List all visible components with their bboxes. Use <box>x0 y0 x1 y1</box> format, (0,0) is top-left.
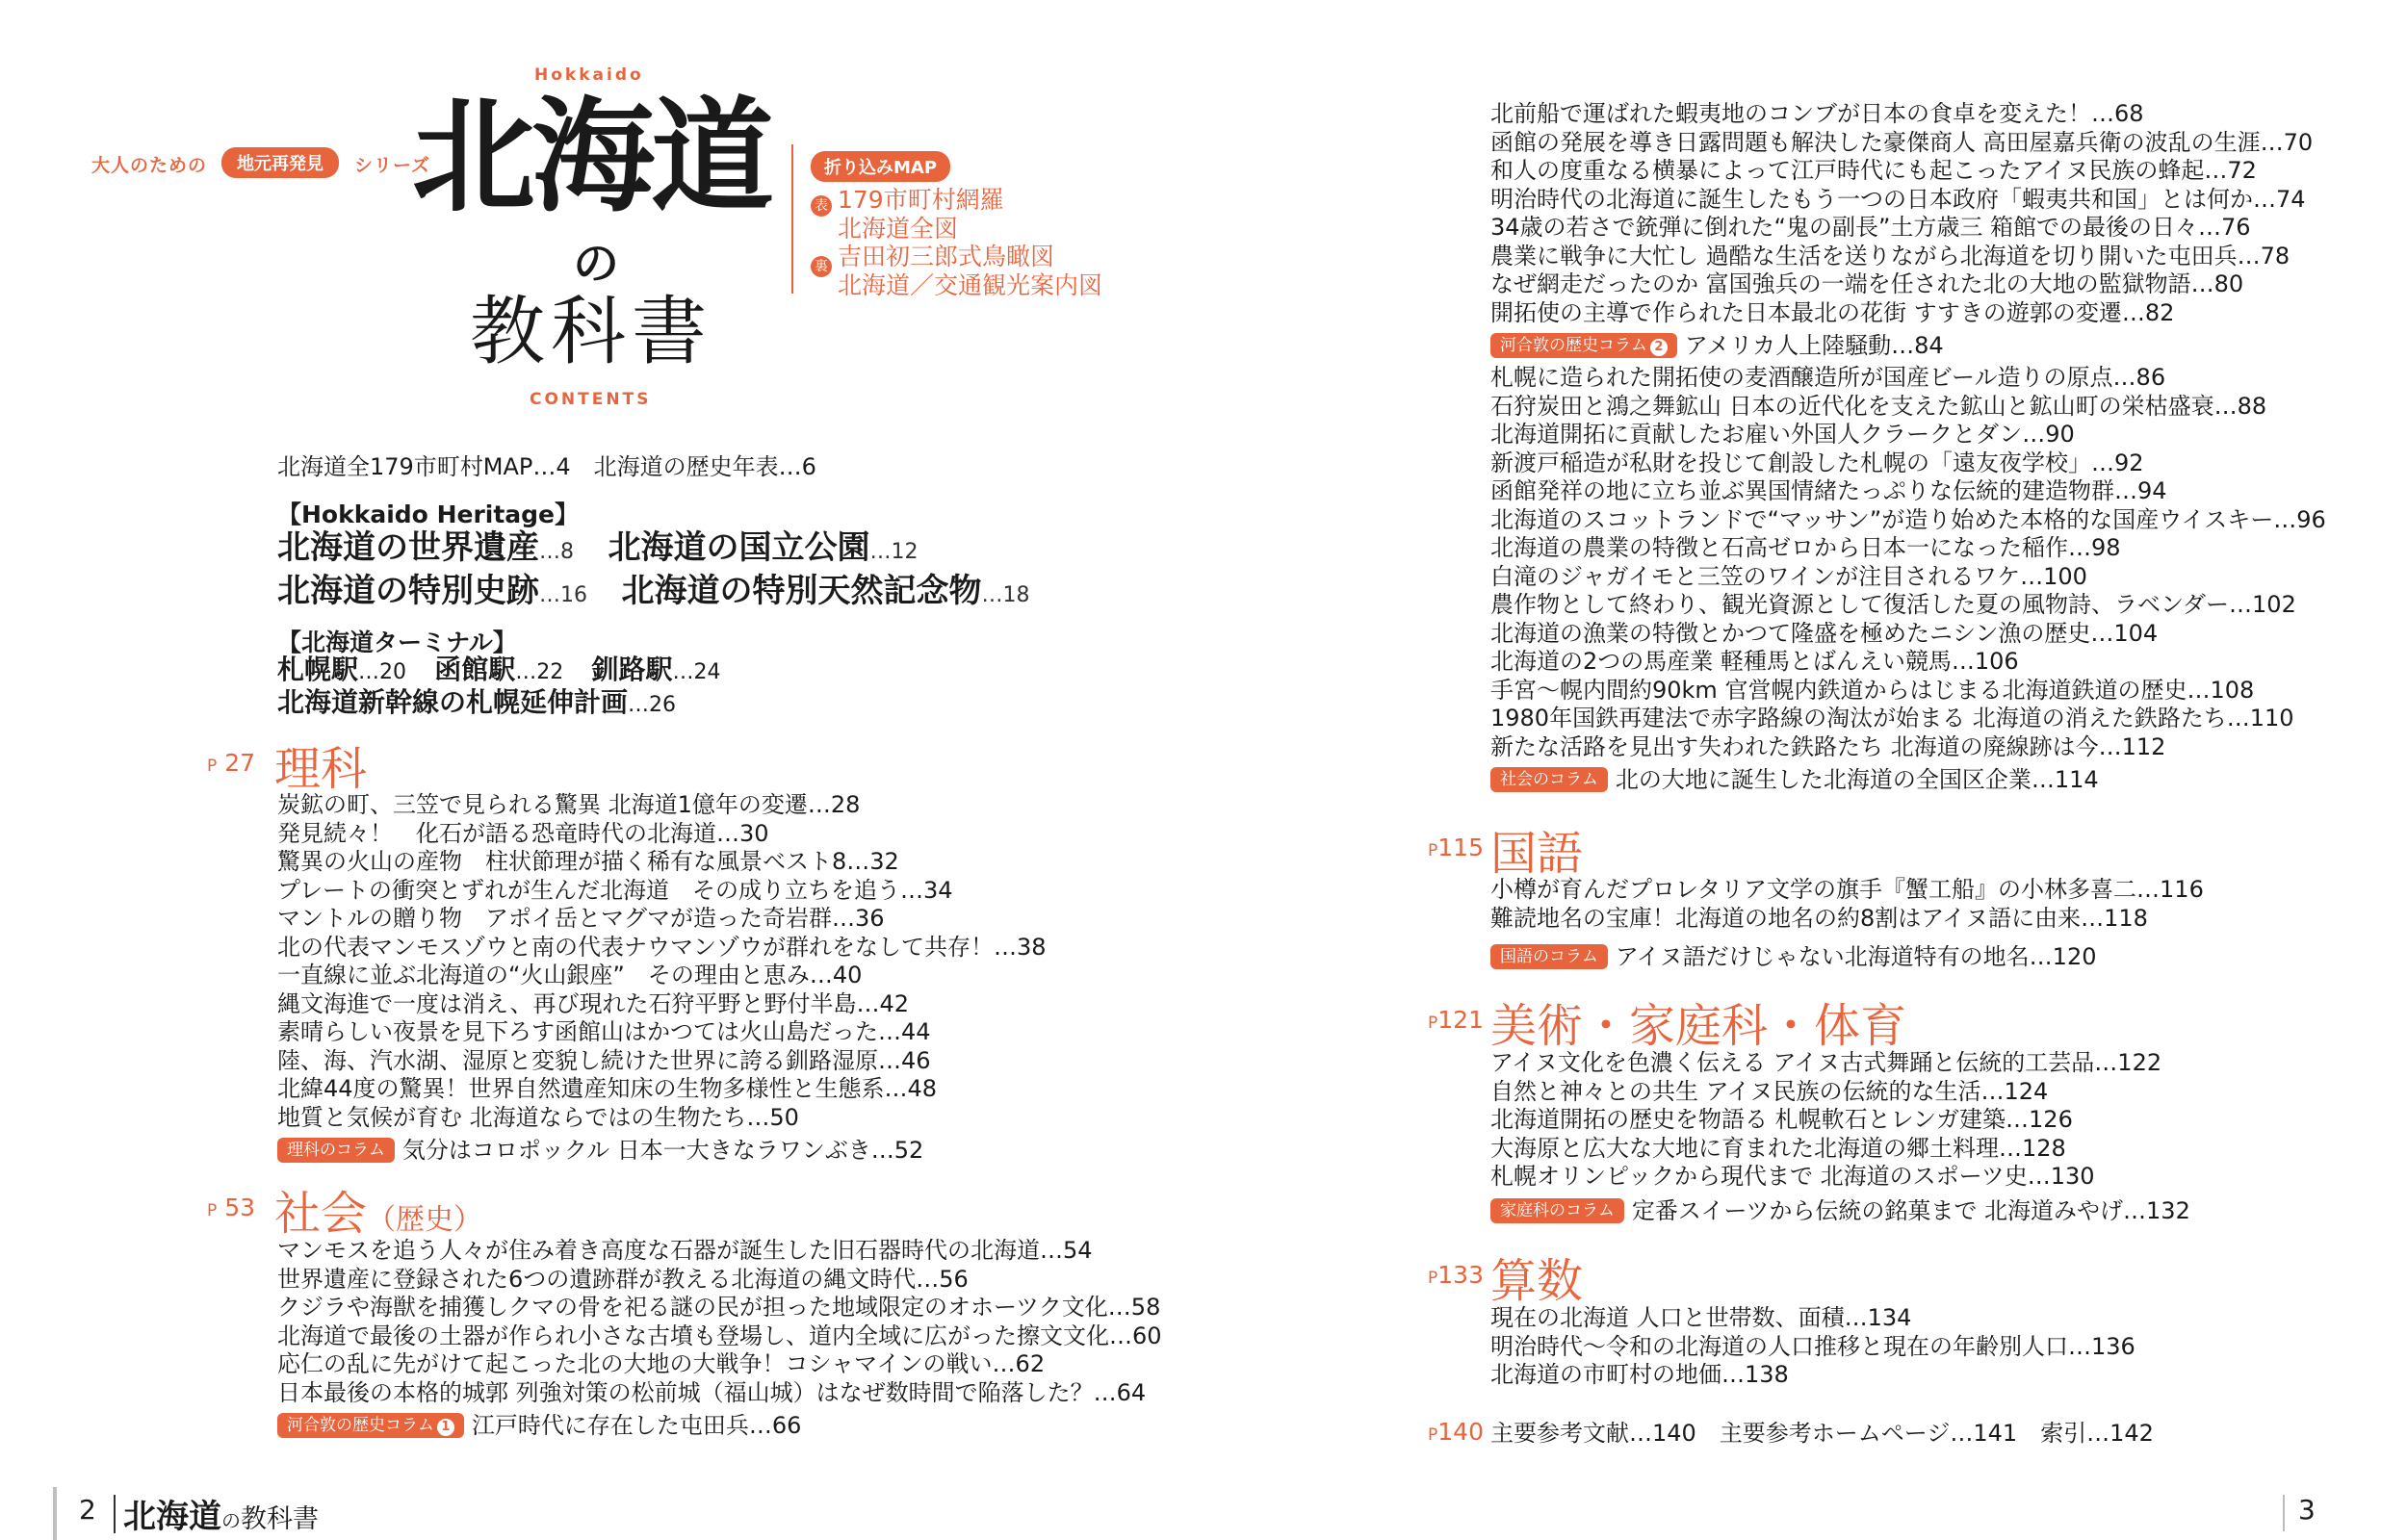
toc-item: マントルの贈り物 アポイ岳とマグマが造った奇岩群…36 <box>277 905 885 932</box>
section-items-history-cont <box>1490 100 2326 794</box>
column-badge: 社会のコラム <box>1490 767 1608 792</box>
toc-item: 石狩炭田と鴻之舞鉱山 日本の近代化を支えた鉱山と鉱山町の栄枯盛衰…88 <box>1490 392 2267 420</box>
toc-item: なぜ網走だったのか 富国強兵の一端を任された北の大地の監獄物語…80 <box>1490 270 2244 297</box>
section-title-bijutsu: 美術・家庭科・体育 <box>1490 999 1907 1053</box>
page-prefix: P <box>207 757 218 776</box>
toc-item: 北緯44度の驚異！世界自然遺産知床の生物多様性と生態系…48 <box>277 1075 938 1102</box>
page-number: 121 <box>1437 1006 1484 1034</box>
toc-item: 札幌に造られた開拓使の麦酒醸造所が国産ビール造りの原点…86 <box>1490 364 2166 391</box>
map-front-line: 北海道全図 <box>838 215 959 243</box>
column-text: 定番スイーツから伝統の銘菓まで 北海道みやげ…132 <box>1631 1196 2190 1224</box>
map-badge: 折り込みMAP <box>811 151 950 182</box>
right-footer-divider <box>2283 1495 2285 1531</box>
column-text: 気分はコロポックル 日本一大きなラワンぶき…52 <box>401 1137 924 1164</box>
toc-item: 白滝のジャガイモと三笠のワインが注目されるワケ…100 <box>1490 562 2087 590</box>
toc-item: 手宮～幌内間約90km 官営幌内鉄道からはじまる北海道鉄道の歴史…108 <box>1490 676 2255 704</box>
page-ref: …18 <box>981 583 1030 607</box>
column-badge-label: 河合敦の歴史コラム <box>287 1416 434 1435</box>
terminal-item: 釧路駅 <box>591 654 673 685</box>
column-row <box>1490 942 2204 971</box>
section-page-number <box>1428 1006 1484 1034</box>
toc-item: 日本最後の本格的城郭 列強対策の松前城（福山城）はなぜ数時間で陥落した？…64 <box>277 1378 1147 1406</box>
section-title-rika: 理科 <box>274 742 368 796</box>
column-badge-label: 河合敦の歴史コラム <box>1500 336 1647 355</box>
toc-item: 北海道開拓の歴史を物語る 札幌軟石とレンガ建築…126 <box>1490 1106 2073 1133</box>
toc-item: 一直線に並ぶ北海道の“火山銀座” その理由と恵み…40 <box>277 962 863 988</box>
book-title-no: の <box>573 237 620 291</box>
toc-item: アイヌ文化を色濃く伝える アイヌ古式舞踊と伝統的工芸品…122 <box>1490 1049 2162 1076</box>
footer-title-main: 北海道 <box>123 1498 221 1536</box>
toc-item: クジラや海獣を捕獲しクマの骨を祀る謎の民が担った地域限定のオホーツク文化…58 <box>277 1294 1161 1321</box>
page-ref: …16 <box>539 583 587 607</box>
contents-label: CONTENTS <box>530 390 652 409</box>
heritage-row <box>277 526 919 574</box>
references-line: 主要参考文献…140 主要参考ホームページ…141 索引…142 <box>1490 1420 2154 1447</box>
toc-item: 陸、海、汽水湖、湿原と変貌し続けた世界に誇る釧路湿原…46 <box>277 1046 931 1074</box>
toc-item: 大海原と広大な大地に育まれた北海道の郷土料理…128 <box>1490 1134 2066 1162</box>
toc-item: 北海道のスコットランドで“マッサン”が造り始めた本格的な国産ウイスキー…96 <box>1490 505 2326 533</box>
toc-item: 北海道の漁業の特徴とかつて隆盛を極めたニシン漁の歴史…104 <box>1490 619 2159 647</box>
romaji-logo: Hokkaido <box>534 65 644 85</box>
page-prefix: P <box>1428 1014 1438 1033</box>
page-ref: …8 <box>539 540 574 564</box>
toc-item: 新たな活路を見出す失われた鉄路たち 北海道の廃線跡は今…112 <box>1490 732 2166 760</box>
toc-item: 明治時代～令和の北海道の人口推移と現在の年齢別人口…136 <box>1490 1332 2135 1360</box>
page-number: 115 <box>1437 834 1484 861</box>
terminal-heading: 【北海道ターミナル】 <box>277 629 517 656</box>
column-badge <box>277 1413 464 1438</box>
column-row <box>1490 331 2326 360</box>
section-page-number <box>1428 834 1484 861</box>
column-row <box>1490 1196 2190 1225</box>
map-back-mark: 裏 <box>811 256 832 277</box>
section-subtitle: （歴史） <box>367 1203 483 1237</box>
section-title-kokugo: 国語 <box>1490 827 1584 881</box>
book-title-textbook: 教科書 <box>470 289 713 375</box>
section-items-shakai <box>277 1237 1162 1440</box>
toc-item: 応仁の乱に先がけて起こった北の大地の大戦争！コシャマインの戦い…62 <box>277 1350 1046 1377</box>
toc-item: 北海道の農業の特徴と石高ゼロから日本一になった稲作…98 <box>1490 534 2121 561</box>
map-front-line: 179市町村網羅 <box>838 186 1004 214</box>
footer-book-title <box>123 1490 319 1537</box>
toc-item: 明治時代の北海道に誕生したもう一つの日本政府「蝦夷共和国」とは何か…74 <box>1490 185 2306 213</box>
toc-item: 北海道で最後の土器が作られ小さな古墳も登場し、道内全域に広がった擦文文化…60 <box>277 1322 1162 1349</box>
section-page-number <box>1428 1261 1484 1289</box>
page-ref: …20 <box>358 660 407 684</box>
toc-item: 炭鉱の町、三笠で見られる驚異 北海道1億年の変遷…28 <box>277 791 861 818</box>
intro-line: 北海道全179市町村MAP…4 北海道の歴史年表…6 <box>277 453 816 480</box>
toc-item: 新渡戸稲造が私財を投じて創設した札幌の「遠友夜学校」…92 <box>1490 449 2144 476</box>
column-text: 北の大地に誕生した北海道の全国区企業…114 <box>1615 766 2099 793</box>
page-prefix: P <box>1428 841 1438 860</box>
toc-item: 農業に戦争に大忙し 過酷な生活を送りながら北海道を切り開いた屯田兵…78 <box>1490 242 2291 270</box>
map-back-info <box>838 243 1102 300</box>
page-ref: …22 <box>515 660 564 684</box>
page-number: 27 <box>224 749 256 777</box>
column-badge <box>1490 333 1677 358</box>
heritage-heading: 【Hokkaido Heritage】 <box>277 500 580 528</box>
series-suffix: シリーズ <box>354 155 431 176</box>
left-page-edge <box>53 1487 57 1540</box>
left-page-number: 2 <box>79 1494 96 1526</box>
page-number: 140 <box>1437 1418 1484 1446</box>
toc-item: 1980年国鉄再建法で赤字路線の淘汰が始まる 北海道の消えた鉄路たち…110 <box>1490 705 2294 732</box>
toc-item: 農作物として終わり、観光資源として復活した夏の風物詩、ラベンダー…102 <box>1490 591 2296 618</box>
section-page-number <box>207 749 255 777</box>
toc-item: 世界遺産に登録された6つの遺跡群が教える北海道の縄文時代…56 <box>277 1265 969 1293</box>
column-row <box>1490 765 2326 794</box>
toc-item: 函館の発展を導き日露問題も解決した豪傑商人 高田屋嘉兵衛の波乱の生涯…70 <box>1490 128 2314 156</box>
page-ref: …24 <box>672 660 721 684</box>
toc-item: 和人の度重なる横暴によって江戸時代にも起こったアイヌ民族の蜂起…72 <box>1490 157 2257 184</box>
section-items-kokugo <box>1490 876 2204 971</box>
column-text: アメリカ人上陸騒動…84 <box>1684 332 1944 359</box>
toc-item: 北の代表マンモスゾウと南の代表ナウマンゾウが群れをなして共存！…38 <box>277 933 1047 961</box>
column-number: 1 <box>437 1419 454 1436</box>
terminal-item: 札幌駅 <box>277 654 359 685</box>
section-title-shakai <box>274 1176 482 1243</box>
heritage-item: 北海道の特別史跡 <box>277 572 539 610</box>
toc-item: マンモスを追う人々が住み着き高度な石器が誕生した旧石器時代の北海道…54 <box>277 1237 1093 1264</box>
terminal-item: 北海道新幹線の札幌延伸計画 <box>277 686 629 718</box>
column-row <box>277 1411 1162 1440</box>
series-badge: 地元再発見 <box>221 147 339 178</box>
toc-item: 開拓使の主導で作られた日本最北の花街 すすきの遊郭の変遷…82 <box>1490 298 2175 326</box>
toc-item: 縄文海進で一度は消え、再び現れた石狩平野と野付半島…42 <box>277 989 909 1017</box>
toc-item: 難読地名の宝庫！北海道の地名の約8割はアイヌ語に由来…118 <box>1490 904 2148 932</box>
column-number: 2 <box>1650 339 1668 356</box>
column-text: 江戸時代に存在した屯田兵…66 <box>471 1412 802 1439</box>
section-items-rika <box>277 791 1047 1165</box>
toc-item: 北前船で運ばれた蝦夷地のコンブが日本の食卓を変えた！…68 <box>1490 100 2144 127</box>
toc-item: 34歳の若さで銃弾に倒れた“鬼の副長”土方歳三 箱館での最後の日々…76 <box>1490 214 2251 241</box>
terminal-item: 函館駅 <box>434 654 516 685</box>
book-title-main: 北海道 <box>412 86 771 229</box>
toc-item: 北海道の市町村の地価…138 <box>1490 1361 1789 1388</box>
heritage-item: 北海道の世界遺産 <box>277 528 539 567</box>
section-items-bijutsu <box>1490 1049 2190 1225</box>
heritage-item: 北海道の国立公園 <box>608 528 870 567</box>
toc-item: 地質と気候が育む 北海道ならではの生物たち…50 <box>277 1103 799 1131</box>
map-front-mark: 表 <box>811 195 832 217</box>
series-prefix: 大人のための <box>91 155 208 176</box>
page-ref: …26 <box>628 693 677 717</box>
map-front-info <box>838 186 1004 244</box>
section-page-number <box>1428 1418 1484 1446</box>
toc-item: 驚異の火山の産物 柱状節理が描く稀有な風景ベスト8…32 <box>277 848 899 875</box>
toc-item: プレートの衝突とずれが生んだ北海道 その成り立ちを追う…34 <box>277 876 953 904</box>
column-row <box>277 1136 1047 1165</box>
toc-item: 現在の北海道 人口と世帯数、面積…134 <box>1490 1304 1912 1331</box>
toc-item: 札幌オリンピックから現代まで 北海道のスポーツ史…130 <box>1490 1163 2095 1190</box>
heritage-row <box>277 570 1030 617</box>
toc-item: 北海道開拓に貢献したお雇い外国人クラークとダン…90 <box>1490 421 2075 448</box>
page-number: 53 <box>224 1194 256 1221</box>
section-page-number <box>207 1194 255 1221</box>
heritage-item: 北海道の特別天然記念物 <box>621 572 982 610</box>
terminal-row <box>277 685 676 723</box>
toc-item: 函館発祥の地に立ち並ぶ異国情緒たっぷりな伝統的建造物群…94 <box>1490 477 2167 504</box>
toc-item: 北海道の2つの馬産業 軽種馬とばんえい競馬…106 <box>1490 648 2019 675</box>
toc-item: 小樽が育んだプロレタリア文学の旗手『蟹工船』の小林多喜二…116 <box>1490 876 2204 903</box>
column-badge: 家庭科のコラム <box>1490 1198 1624 1223</box>
toc-item: 自然と神々との共生 アイヌ民族の伝統的な生活…124 <box>1490 1077 2049 1105</box>
section-items-sansu <box>1490 1304 2135 1390</box>
column-text: アイヌ語だけじゃない北海道特有の地名…120 <box>1615 943 2097 970</box>
column-badge: 理科のコラム <box>277 1138 395 1163</box>
page-ref: …12 <box>869 540 919 564</box>
toc-item: 発見続々！ 化石が語る恐竜時代の北海道…30 <box>277 819 769 847</box>
page-prefix: P <box>1428 1269 1438 1288</box>
page-prefix: P <box>1428 1425 1438 1445</box>
map-divider <box>791 144 793 294</box>
page-prefix: P <box>207 1201 218 1220</box>
map-back-line: 吉田初三郎式鳥瞰図 <box>838 243 1055 270</box>
footer-title-book: 教科書 <box>241 1504 319 1534</box>
column-badge: 国語のコラム <box>1490 944 1608 969</box>
section-title-text: 社会 <box>274 1187 368 1241</box>
page-number: 133 <box>1437 1261 1484 1289</box>
toc-item: 素晴らしい夜景を見下ろす函館山はかつては火山島だった…44 <box>277 1018 931 1045</box>
footer-divider <box>114 1495 116 1533</box>
map-back-line: 北海道／交通観光案内図 <box>838 271 1103 299</box>
section-title-sansu: 算数 <box>1490 1254 1584 1308</box>
right-page-number: 3 <box>2298 1494 2316 1526</box>
footer-title-no: の <box>221 1509 241 1532</box>
